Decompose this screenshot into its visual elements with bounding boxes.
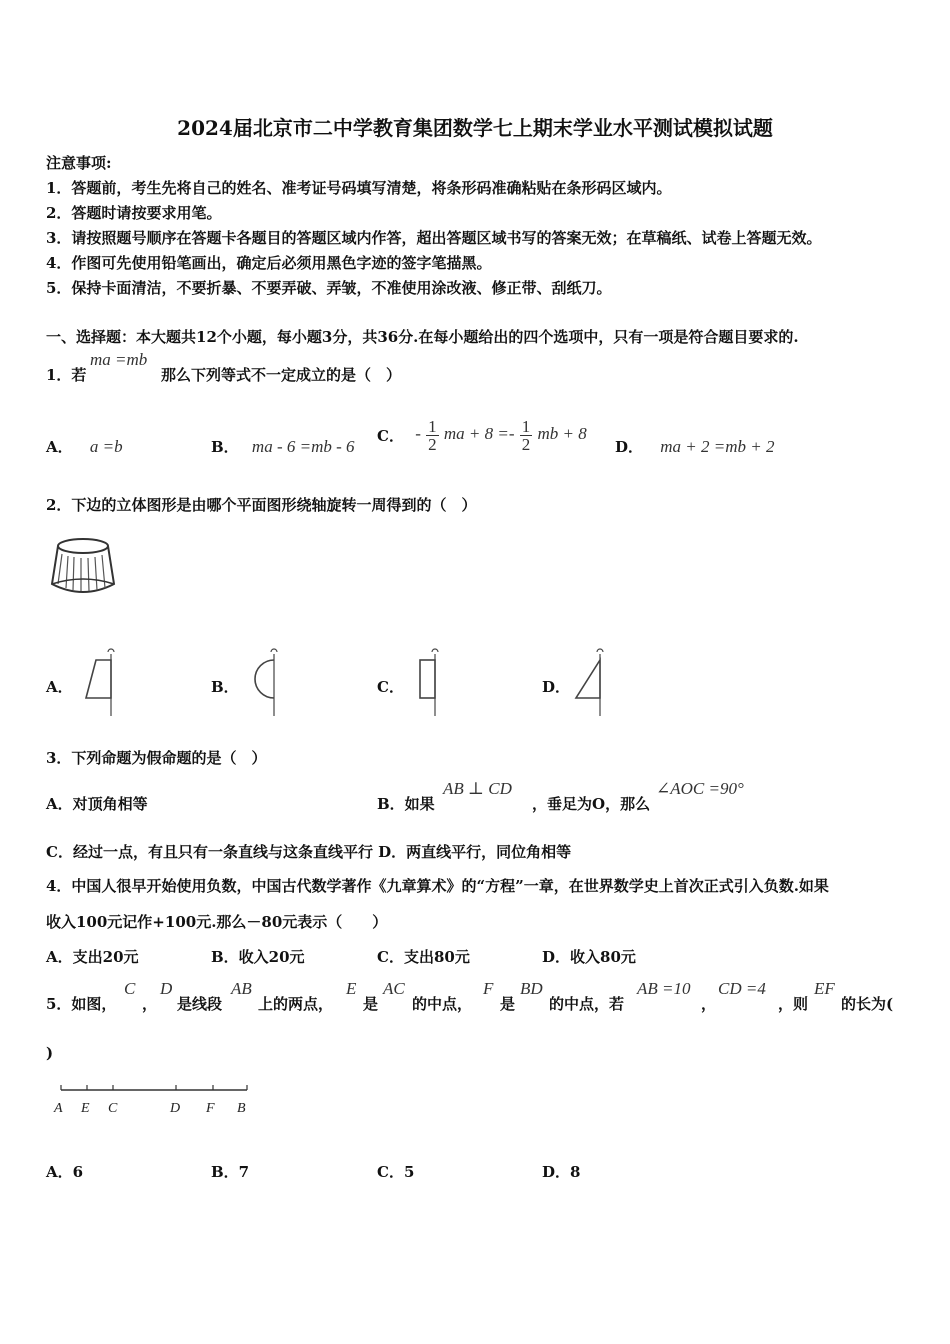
q4-line2: 收入100元记作+100元.那么－80元表示（ ）	[46, 913, 388, 931]
q5-t9: ，	[701, 995, 717, 1013]
q5-option-b[interactable]: B．7	[211, 1163, 250, 1181]
q5-option-c[interactable]: C．5	[377, 1163, 415, 1181]
q4-line1: 4．中国人很早开始使用负数，中国古代数学著作《九章算术》的“方程”一章，在世界数学史上首次正式引入负数.如果	[46, 877, 829, 895]
q5-close: )	[46, 1044, 54, 1062]
q4-option-c[interactable]: C．支出80元	[377, 948, 470, 966]
q3-option-b-mid: ，垂足为O，那么	[532, 795, 651, 813]
q1-option-a-expr: a =b	[89, 437, 123, 456]
q1-option-c-tail: mb + 8	[537, 424, 587, 444]
point-label-f: F	[206, 1101, 215, 1116]
q5-option-a[interactable]: A．6	[46, 1163, 84, 1181]
q2-option-a[interactable]	[46, 676, 73, 697]
q1-option-d[interactable]	[615, 436, 774, 457]
q5-m-f: F	[483, 979, 494, 998]
q3-option-b-math2: ∠AOC =90°	[656, 779, 744, 798]
q1-suffix: 那么下列等式不一定成立的是（ ）	[161, 366, 402, 384]
q1-option-c-label: C．	[377, 427, 404, 445]
page-title: 2024届北京市二中学教育集团数学七上期末学业水平测试模拟试题	[177, 116, 773, 140]
q5-t10: ，则	[778, 995, 809, 1013]
q5-m-ab: AB	[231, 979, 252, 998]
q5-m-ef: EF	[814, 979, 835, 998]
q5-t5: 是	[363, 995, 379, 1013]
q2-option-d-label: D．	[542, 678, 571, 696]
q2-option-d-shape	[572, 646, 612, 718]
q5-m-d: D	[160, 979, 173, 998]
q1-option-c-mid: ma + 8 =-	[443, 424, 515, 444]
q5-t7: 是	[500, 995, 516, 1013]
segment-figure	[50, 1080, 260, 1120]
q2-option-d[interactable]	[542, 676, 570, 697]
q5-t8: 的中点，若	[549, 995, 625, 1013]
q2-option-b[interactable]	[211, 676, 239, 697]
q2-option-a-label: A．	[46, 678, 73, 696]
q4-option-b[interactable]: B．收入20元	[211, 948, 305, 966]
q1-option-d-label: D．	[615, 438, 644, 456]
point-label-b: B	[237, 1101, 246, 1116]
q1-prefix: 1．若	[46, 366, 87, 384]
q2-option-c-shape	[414, 646, 454, 718]
q1-condition: ma =mb	[90, 350, 148, 369]
q1-option-c[interactable]	[377, 418, 587, 453]
notice-item-2: 2．答题时请按要求用笔。	[46, 204, 222, 222]
q5-m-e: E	[346, 979, 357, 998]
q1-option-a-label: A．	[46, 438, 73, 456]
q1-option-a[interactable]	[46, 436, 123, 457]
q5-m-bd: BD	[520, 979, 543, 998]
q3-stem: 3．下列命题为假命题的是（ ）	[46, 749, 267, 767]
q5-option-d[interactable]: D．8	[542, 1163, 581, 1181]
q1-option-b[interactable]	[211, 436, 355, 457]
q1-option-c-num2: 1	[521, 417, 531, 436]
notice-item-5: 5．保持卡面清洁，不要折暴、不要弄破、弄皱，不准使用涂改液、修正带、刮纸刀。	[46, 279, 612, 297]
q1-option-c-den: 2	[428, 435, 437, 454]
q2-option-a-shape	[82, 646, 122, 718]
q5-m-c: C	[124, 979, 136, 998]
notice-item-1: 1．答题前，考生先将自己的姓名、准考证号码填写清楚，将条形码准确粘贴在条形码区域内。	[46, 179, 672, 197]
q5-m-ac: AC	[383, 979, 405, 998]
point-label-a: A	[54, 1101, 63, 1116]
point-label-e: E	[81, 1101, 90, 1116]
q1-option-b-expr: ma - 6 =mb - 6	[251, 437, 355, 456]
q2-option-b-shape	[248, 646, 288, 718]
frustum-figure	[48, 536, 120, 600]
q5-t2: ，	[142, 995, 158, 1013]
q5-m-cd4: CD =4	[718, 979, 766, 998]
q3-option-b-prefix[interactable]: B．如果	[377, 795, 435, 813]
q5-t11: 的长为(	[841, 995, 894, 1013]
q1-option-c-neg: -	[415, 424, 421, 444]
q5-m-ab10: AB =10	[637, 979, 691, 998]
notice-item-4: 4．作图可先使用铅笔画出，确定后必须用黑色字迹的签字笔描黑。	[46, 254, 492, 272]
q3-options-cd[interactable]: C．经过一点，有且只有一条直线与这条直线平行 D．两直线平行，同位角相等	[46, 843, 572, 861]
q2-option-b-label: B．	[211, 678, 239, 696]
q1-option-d-expr: ma + 2 =mb + 2	[660, 437, 775, 456]
q5-t4: 上的两点，	[258, 995, 334, 1013]
q3-option-b-math1: AB ⊥ CD	[443, 779, 512, 798]
q1-option-b-label: B．	[211, 438, 239, 456]
q4-option-a[interactable]: A．支出20元	[46, 948, 139, 966]
q5-t6: 的中点，	[412, 995, 473, 1013]
notice-item-3: 3．请按照题号顺序在答题卡各题目的答题区域内作答，超出答题区域书写的答案无效；在草稿纸、试卷上答题无效。	[46, 229, 822, 247]
notice-heading: 注意事项:	[46, 154, 112, 172]
q2-option-c[interactable]	[377, 676, 404, 697]
point-label-c: C	[108, 1101, 118, 1116]
q2-stem: 2．下边的立体图形是由哪个平面图形绕轴旋转一周得到的（ ）	[46, 496, 477, 514]
q3-option-a[interactable]: A．对顶角相等	[46, 795, 148, 813]
q1-option-c-num: 1	[428, 417, 437, 436]
q5-t1: 5．如图，	[46, 995, 117, 1013]
section-heading: 一、选择题：本大题共12个小题，每小题3分，共36分.在每小题给出的四个选项中，只有一项是符合题目要求的.	[46, 328, 799, 346]
q2-option-c-label: C．	[377, 678, 404, 696]
q1-option-c-den2: 2	[521, 435, 531, 454]
q5-t3: 是线段	[177, 995, 223, 1013]
point-label-d: D	[170, 1101, 181, 1116]
q4-option-d[interactable]: D．收入80元	[542, 948, 636, 966]
